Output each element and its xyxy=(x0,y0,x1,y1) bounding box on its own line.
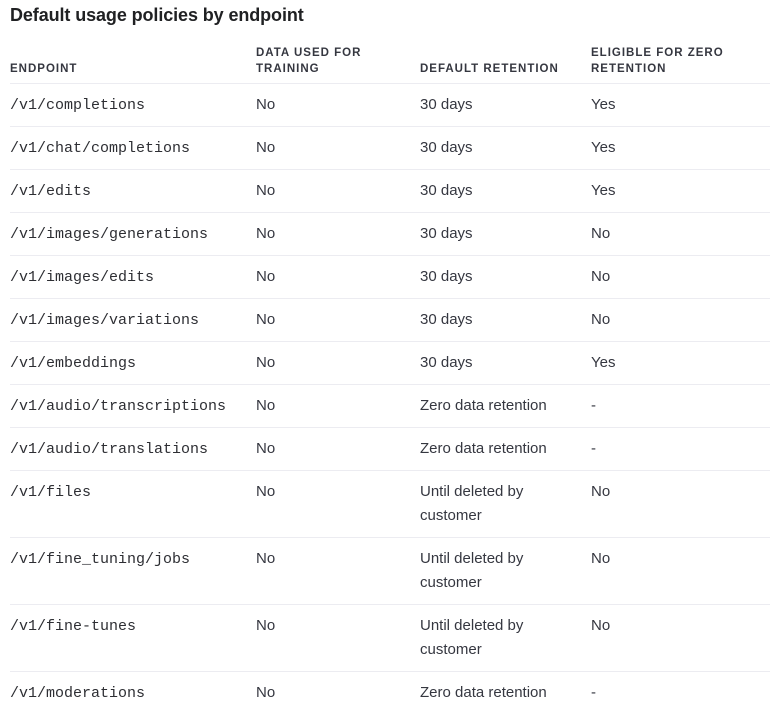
endpoint-cell-text: /v1/chat/completions xyxy=(10,137,256,161)
endpoint-cell-text: /v1/files xyxy=(10,481,256,505)
endpoint-cell xyxy=(10,385,256,428)
training-cell-text: No xyxy=(256,265,420,289)
endpoint-cell xyxy=(10,256,256,299)
endpoint-cell-text: /v1/edits xyxy=(10,180,256,204)
retention-cell-text: Zero data retention xyxy=(420,437,570,461)
table-row xyxy=(10,428,770,471)
training-cell xyxy=(256,385,420,428)
zero-retention-cell-text: No xyxy=(591,614,770,638)
endpoint-cell xyxy=(10,213,256,256)
zero-retention-cell-text: Yes xyxy=(591,136,770,160)
training-cell xyxy=(256,299,420,342)
table-row xyxy=(10,256,770,299)
endpoint-cell xyxy=(10,471,256,538)
training-cell-text: No xyxy=(256,681,420,705)
endpoint-cell-text: /v1/completions xyxy=(10,94,256,118)
endpoint-cell xyxy=(10,170,256,213)
zero-retention-cell xyxy=(591,299,770,342)
retention-cell xyxy=(420,672,591,714)
retention-cell xyxy=(420,538,591,605)
training-cell-text: No xyxy=(256,547,420,571)
table-row xyxy=(10,342,770,385)
column-header-endpoint: ENDPOINT xyxy=(10,45,256,84)
retention-cell xyxy=(420,342,591,385)
training-cell-text: No xyxy=(256,614,420,638)
retention-cell-text: 30 days xyxy=(420,222,570,246)
zero-retention-cell-text: Yes xyxy=(591,351,770,375)
zero-retention-cell-text: - xyxy=(591,681,770,705)
training-cell xyxy=(256,170,420,213)
endpoint-cell xyxy=(10,342,256,385)
column-header-data-used-for-training: DATA USED FOR TRAINING xyxy=(256,45,420,84)
column-header-eligible-for-zero-retention: ELIGIBLE FOR ZERO RETENTION xyxy=(591,45,770,84)
zero-retention-cell xyxy=(591,213,770,256)
retention-cell-text: Zero data retention xyxy=(420,681,570,705)
training-cell-text: No xyxy=(256,394,420,418)
table-row xyxy=(10,84,770,127)
retention-cell xyxy=(420,428,591,471)
training-cell-text: No xyxy=(256,93,420,117)
table-row xyxy=(10,127,770,170)
zero-retention-cell xyxy=(591,471,770,538)
table-body xyxy=(10,84,770,714)
endpoint-cell xyxy=(10,428,256,471)
zero-retention-cell-text: No xyxy=(591,480,770,504)
endpoint-cell-text: /v1/moderations xyxy=(10,682,256,706)
retention-cell xyxy=(420,84,591,127)
training-cell-text: No xyxy=(256,222,420,246)
endpoint-cell-text: /v1/embeddings xyxy=(10,352,256,376)
zero-retention-cell xyxy=(591,127,770,170)
training-cell xyxy=(256,342,420,385)
training-cell xyxy=(256,127,420,170)
retention-cell-text: 30 days xyxy=(420,136,570,160)
retention-cell xyxy=(420,385,591,428)
zero-retention-cell xyxy=(591,428,770,471)
endpoint-cell-text: /v1/images/variations xyxy=(10,309,256,333)
zero-retention-cell xyxy=(591,342,770,385)
training-cell-text: No xyxy=(256,480,420,504)
retention-cell-text: 30 days xyxy=(420,351,570,375)
table-row xyxy=(10,672,770,714)
retention-cell xyxy=(420,605,591,672)
training-cell-text: No xyxy=(256,179,420,203)
training-cell xyxy=(256,428,420,471)
zero-retention-cell xyxy=(591,84,770,127)
table-row xyxy=(10,471,770,538)
retention-cell xyxy=(420,170,591,213)
endpoint-cell xyxy=(10,127,256,170)
retention-cell-text: Until deleted by customer xyxy=(420,547,570,595)
training-cell-text: No xyxy=(256,437,420,461)
table-row xyxy=(10,605,770,672)
retention-cell xyxy=(420,471,591,538)
zero-retention-cell-text: - xyxy=(591,394,770,418)
training-cell xyxy=(256,672,420,714)
zero-retention-cell xyxy=(591,385,770,428)
table-row xyxy=(10,170,770,213)
table-row xyxy=(10,299,770,342)
endpoint-cell-text: /v1/audio/transcriptions xyxy=(10,395,256,419)
endpoint-cell xyxy=(10,672,256,714)
table-row xyxy=(10,213,770,256)
retention-cell-text: 30 days xyxy=(420,179,570,203)
page-title: Default usage policies by endpoint xyxy=(10,5,304,26)
zero-retention-cell-text: Yes xyxy=(591,179,770,203)
retention-cell xyxy=(420,213,591,256)
zero-retention-cell xyxy=(591,170,770,213)
endpoint-cell xyxy=(10,299,256,342)
table-header xyxy=(10,45,770,84)
zero-retention-cell xyxy=(591,672,770,714)
training-cell xyxy=(256,84,420,127)
table-row xyxy=(10,385,770,428)
retention-cell-text: Until deleted by customer xyxy=(420,480,570,528)
usage-policies-table xyxy=(10,45,770,714)
training-cell xyxy=(256,256,420,299)
zero-retention-cell xyxy=(591,538,770,605)
endpoint-cell-text: /v1/audio/translations xyxy=(10,438,256,462)
zero-retention-cell-text: - xyxy=(591,437,770,461)
retention-cell-text: Zero data retention xyxy=(420,394,570,418)
retention-cell xyxy=(420,127,591,170)
endpoint-cell-text: /v1/fine-tunes xyxy=(10,615,256,639)
zero-retention-cell-text: Yes xyxy=(591,93,770,117)
retention-cell-text: 30 days xyxy=(420,93,570,117)
header-row xyxy=(10,45,770,84)
endpoint-cell xyxy=(10,84,256,127)
training-cell xyxy=(256,471,420,538)
training-cell xyxy=(256,605,420,672)
endpoint-cell-text: /v1/fine_tuning/jobs xyxy=(10,548,256,572)
training-cell-text: No xyxy=(256,136,420,160)
zero-retention-cell-text: No xyxy=(591,265,770,289)
endpoint-cell xyxy=(10,538,256,605)
zero-retention-cell-text: No xyxy=(591,308,770,332)
training-cell xyxy=(256,538,420,605)
retention-cell xyxy=(420,256,591,299)
zero-retention-cell-text: No xyxy=(591,547,770,571)
training-cell-text: No xyxy=(256,351,420,375)
endpoint-cell xyxy=(10,605,256,672)
training-cell xyxy=(256,213,420,256)
zero-retention-cell xyxy=(591,605,770,672)
retention-cell-text: 30 days xyxy=(420,308,570,332)
retention-cell-text: 30 days xyxy=(420,265,570,289)
zero-retention-cell xyxy=(591,256,770,299)
endpoint-cell-text: /v1/images/generations xyxy=(10,223,256,247)
training-cell-text: No xyxy=(256,308,420,332)
endpoint-cell-text: /v1/images/edits xyxy=(10,266,256,290)
retention-cell xyxy=(420,299,591,342)
retention-cell-text: Until deleted by customer xyxy=(420,614,570,662)
table-row xyxy=(10,538,770,605)
zero-retention-cell-text: No xyxy=(591,222,770,246)
column-header-default-retention: DEFAULT RETENTION xyxy=(420,45,591,84)
